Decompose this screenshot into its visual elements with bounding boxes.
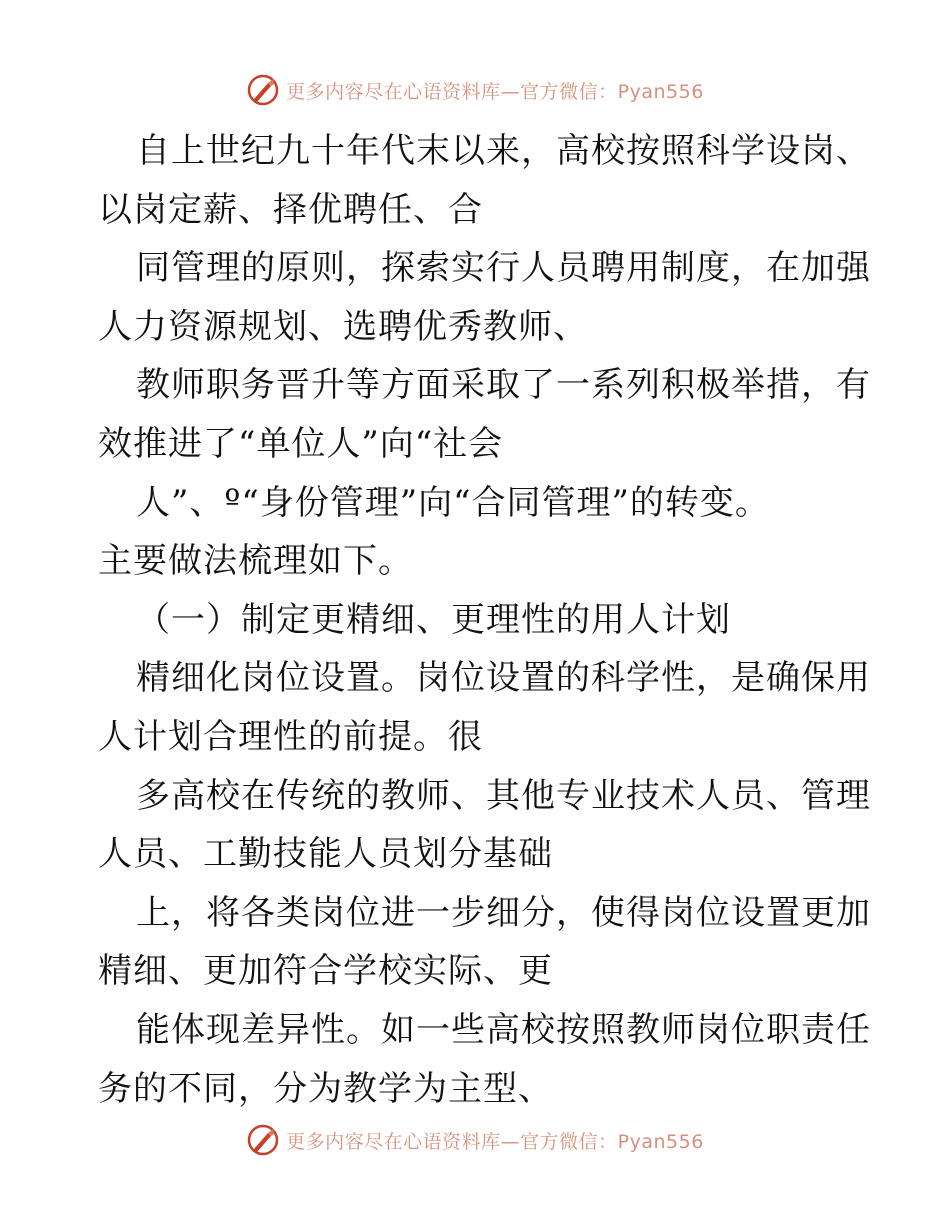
watermark-text: 更多内容尽在心语资料库—官方微信：Pyan556 xyxy=(286,1130,704,1153)
text-line: 人计划合理性的前提。很 xyxy=(98,716,483,757)
text-line: 人力资源规划、选聘优秀教师、 xyxy=(98,306,588,347)
text-line: 效推进了“单位人”向“社会 xyxy=(98,423,504,464)
text-line: 多高校在传统的教师、其他专业技术人员、管理 xyxy=(136,775,871,816)
text-line: 能体现差异性。如一些高校按照教师岗位职责任 xyxy=(136,1009,871,1050)
watermark-text: 更多内容尽在心语资料库—官方微信：Pyan556 xyxy=(286,80,704,103)
header-watermark xyxy=(0,70,950,110)
document-body xyxy=(98,122,871,1118)
text-line: 教师职务晋升等方面采取了一系列积极举措，有 xyxy=(136,365,871,406)
text-line: 以岗定薪、择优聘任、合 xyxy=(98,189,483,230)
text-line: 精细化岗位设置。岗位设置的科学性，是确保用 xyxy=(136,658,871,699)
pen-logo-icon xyxy=(246,73,280,107)
text-line: 精细、更加符合学校实际、更 xyxy=(98,951,553,992)
text-line: 务的不同，分为教学为主型、 xyxy=(98,1068,553,1109)
text-line: 人员、工勤技能人员划分基础 xyxy=(98,834,553,875)
text-line: 同管理的原则，探索实行人员聘用制度，在加强 xyxy=(136,248,871,289)
text-line: 人”、º“身份管理”向“合同管理”的转变。 xyxy=(136,482,770,523)
text-line: （一）制定更精细、更理性的用人计划 xyxy=(136,599,731,640)
pen-logo-icon xyxy=(246,1123,280,1157)
text-line: 自上世纪九十年代末以来，高校按照科学设岗、 xyxy=(136,131,871,171)
text-line: 上，将各类岗位进一步细分，使得岗位设置更加 xyxy=(136,892,871,933)
footer-watermark xyxy=(0,1120,950,1160)
text-line: 主要做法梳理如下。 xyxy=(98,541,413,582)
